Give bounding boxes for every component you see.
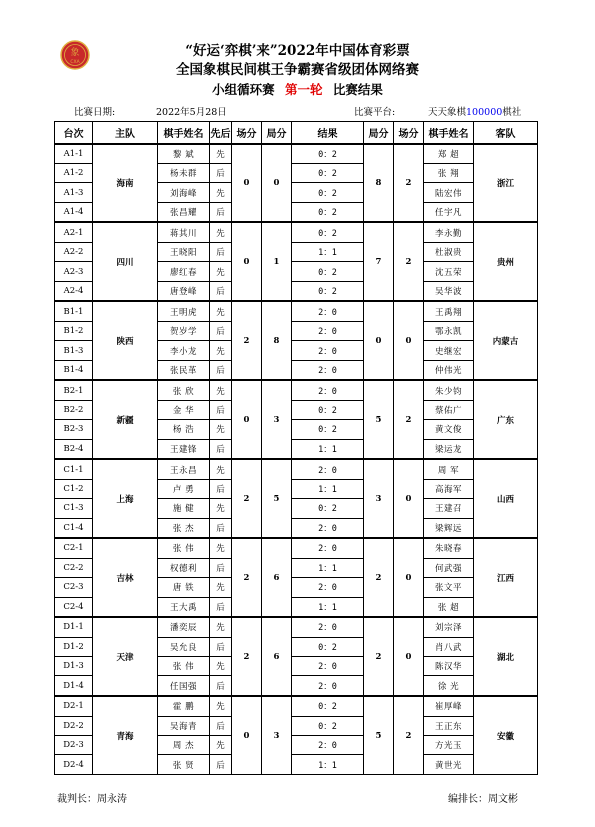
column-header: 结果 [292, 122, 364, 144]
away-player: 朱晓春 [424, 538, 474, 558]
board-id: C2-2 [55, 558, 93, 577]
home-player: 任国强 [158, 676, 210, 696]
away-player: 刘宗泽 [424, 617, 474, 637]
move-order: 先 [210, 380, 232, 400]
home-game-points: 8 [262, 301, 292, 380]
move-order: 后 [210, 321, 232, 340]
home-team: 新疆 [93, 380, 158, 459]
platform-suffix: 棋社 [502, 107, 522, 118]
move-order: 先 [210, 262, 232, 281]
move-order: 先 [210, 183, 232, 202]
board-result: 2：0 [292, 676, 364, 696]
home-player: 吴允良 [158, 637, 210, 656]
board-result: 0：2 [292, 262, 364, 281]
move-order: 先 [210, 538, 232, 558]
table-row [55, 538, 538, 558]
away-game-points: 2 [364, 617, 394, 696]
board-id: B1-3 [55, 341, 93, 360]
board-id: C2-4 [55, 597, 93, 617]
board-id: C1-3 [55, 499, 93, 518]
away-player: 史继宏 [424, 341, 474, 360]
board-result: 0：2 [292, 716, 364, 735]
home-game-points: 5 [262, 459, 292, 538]
board-result: 1：1 [292, 243, 364, 262]
board-id: A2-3 [55, 262, 93, 281]
home-player: 贺岁学 [158, 321, 210, 340]
away-player: 任宇凡 [424, 202, 474, 222]
board-result: 0：2 [292, 222, 364, 242]
away-match-points: 0 [394, 617, 424, 696]
home-player: 卢 勇 [158, 479, 210, 498]
home-match-points: 0 [232, 222, 262, 301]
home-team: 上海 [93, 459, 158, 538]
away-team: 江西 [474, 538, 538, 617]
column-header: 棋手姓名 [424, 122, 474, 144]
home-player: 王永昌 [158, 459, 210, 479]
move-order: 后 [210, 637, 232, 656]
board-result: 2：0 [292, 736, 364, 755]
home-team: 青海 [93, 696, 158, 774]
platform-number: 100000 [466, 107, 503, 118]
title-stage: 小组循环赛 [212, 82, 275, 97]
home-player: 杨未群 [158, 164, 210, 183]
board-result: 2：0 [292, 459, 364, 479]
home-team: 海南 [93, 144, 158, 223]
away-player: 肖八武 [424, 637, 474, 656]
board-result: 2：0 [292, 380, 364, 400]
board-id: D1-3 [55, 657, 93, 676]
home-player: 张 伟 [158, 538, 210, 558]
home-match-points: 2 [232, 617, 262, 696]
away-player: 王建召 [424, 499, 474, 518]
home-game-points: 1 [262, 222, 292, 301]
move-order: 后 [210, 716, 232, 735]
platform-value [428, 104, 521, 118]
away-match-points: 2 [394, 144, 424, 223]
board-id: D2-4 [55, 755, 93, 775]
board-result: 2：0 [292, 578, 364, 597]
table-row [55, 617, 538, 637]
board-id: B2-1 [55, 380, 93, 400]
away-player: 郑 超 [424, 144, 474, 164]
away-player: 梁运龙 [424, 439, 474, 459]
home-player: 吴海青 [158, 716, 210, 735]
home-game-points: 3 [262, 380, 292, 459]
board-id: B2-3 [55, 420, 93, 439]
home-match-points: 0 [232, 144, 262, 223]
away-match-points: 2 [394, 380, 424, 459]
column-header: 局分 [364, 122, 394, 144]
away-player: 朱少钧 [424, 380, 474, 400]
move-order: 先 [210, 578, 232, 597]
away-game-points: 8 [364, 144, 394, 223]
table-row [55, 301, 538, 321]
home-match-points: 2 [232, 459, 262, 538]
away-match-points: 0 [394, 538, 424, 617]
move-order: 后 [210, 479, 232, 498]
board-id: C2-3 [55, 578, 93, 597]
board-result: 1：1 [292, 479, 364, 498]
home-player: 王建锋 [158, 439, 210, 459]
board-id: A2-2 [55, 243, 93, 262]
home-player: 张 杰 [158, 518, 210, 538]
away-player: 黄文俊 [424, 420, 474, 439]
board-id: C1-2 [55, 479, 93, 498]
board-result: 0：2 [292, 637, 364, 656]
board-id: D1-2 [55, 637, 93, 656]
home-match-points: 0 [232, 380, 262, 459]
board-id: A1-1 [55, 144, 93, 164]
table-row [55, 380, 538, 400]
home-player: 权德利 [158, 558, 210, 577]
home-player: 黎 斌 [158, 144, 210, 164]
platform-name: 天天象棋 [428, 107, 467, 118]
home-game-points: 0 [262, 144, 292, 223]
away-player: 高海军 [424, 479, 474, 498]
home-player: 潘奕辰 [158, 617, 210, 637]
move-order: 后 [210, 164, 232, 183]
board-result: 2：0 [292, 657, 364, 676]
move-order: 后 [210, 360, 232, 380]
home-player: 霍 鹏 [158, 696, 210, 716]
move-order: 后 [210, 281, 232, 301]
board-result: 0：2 [292, 164, 364, 183]
board-result: 1：1 [292, 439, 364, 459]
board-id: D2-2 [55, 716, 93, 735]
home-game-points: 3 [262, 696, 292, 774]
board-id: A1-4 [55, 202, 93, 222]
move-order: 先 [210, 341, 232, 360]
results-table [54, 121, 538, 775]
board-result: 2：0 [292, 321, 364, 340]
away-team: 内蒙古 [474, 301, 538, 380]
title-round: 第一轮 [284, 82, 323, 97]
scheduler-signature: 编排长：周文彬 [448, 794, 518, 805]
home-player: 杨 浩 [158, 420, 210, 439]
home-player: 张 伟 [158, 657, 210, 676]
board-id: D1-1 [55, 617, 93, 637]
column-header: 客队 [474, 122, 538, 144]
board-id: B1-1 [55, 301, 93, 321]
move-order: 后 [210, 676, 232, 696]
away-team: 湖北 [474, 617, 538, 696]
away-team: 安徽 [474, 696, 538, 774]
home-player: 周 杰 [158, 736, 210, 755]
away-player: 崔厚峰 [424, 696, 474, 716]
away-player: 王正东 [424, 716, 474, 735]
away-game-points: 5 [364, 380, 394, 459]
date-label: 比赛日期: [74, 107, 116, 118]
away-player: 何武强 [424, 558, 474, 577]
move-order: 先 [210, 301, 232, 321]
logo-glyph: 象 [70, 48, 80, 58]
away-game-points: 5 [364, 696, 394, 774]
away-player: 周 军 [424, 459, 474, 479]
home-match-points: 0 [232, 696, 262, 774]
board-result: 1：1 [292, 597, 364, 617]
board-result: 2：0 [292, 617, 364, 637]
board-result: 1：1 [292, 755, 364, 775]
away-player: 梁辉远 [424, 518, 474, 538]
board-id: D2-3 [55, 736, 93, 755]
away-player: 王禹翔 [424, 301, 474, 321]
table-row [55, 144, 538, 164]
home-team: 陕西 [93, 301, 158, 380]
board-result: 2：0 [292, 341, 364, 360]
home-player: 唐登峰 [158, 281, 210, 301]
away-player: 鄂永凯 [424, 321, 474, 340]
away-team: 山西 [474, 459, 538, 538]
board-id: A2-1 [55, 222, 93, 242]
board-result: 1：1 [292, 558, 364, 577]
away-game-points: 3 [364, 459, 394, 538]
home-game-points: 6 [262, 617, 292, 696]
date-value: 2022年5月28日 [156, 107, 227, 118]
board-result: 2：0 [292, 538, 364, 558]
away-game-points: 0 [364, 301, 394, 380]
home-player: 王明虎 [158, 301, 210, 321]
move-order: 后 [210, 558, 232, 577]
move-order: 后 [210, 518, 232, 538]
move-order: 先 [210, 657, 232, 676]
home-team: 天津 [93, 617, 158, 696]
move-order: 先 [210, 696, 232, 716]
board-id: B2-2 [55, 400, 93, 419]
board-result: 0：2 [292, 420, 364, 439]
away-player: 蔡佑广 [424, 400, 474, 419]
column-header: 台次 [55, 122, 93, 144]
title-line-3 [0, 80, 595, 98]
board-id: C1-4 [55, 518, 93, 538]
board-id: C1-1 [55, 459, 93, 479]
table-header-row [55, 122, 538, 144]
board-result: 2：0 [292, 518, 364, 538]
home-player: 唐 铁 [158, 578, 210, 597]
home-player: 张民革 [158, 360, 210, 380]
board-id: D1-4 [55, 676, 93, 696]
away-match-points: 2 [394, 696, 424, 774]
home-player: 王晓阳 [158, 243, 210, 262]
home-player: 李小龙 [158, 341, 210, 360]
home-player: 金 华 [158, 400, 210, 419]
board-result: 2：0 [292, 301, 364, 321]
away-match-points: 0 [394, 301, 424, 380]
home-match-points: 2 [232, 301, 262, 380]
home-team: 吉林 [93, 538, 158, 617]
title-suffix: 比赛结果 [332, 82, 383, 97]
move-order: 后 [210, 597, 232, 617]
logo-abbrev: CXA [70, 60, 80, 65]
away-player: 仲伟光 [424, 360, 474, 380]
away-match-points: 2 [394, 222, 424, 301]
move-order: 后 [210, 202, 232, 222]
away-game-points: 7 [364, 222, 394, 301]
move-order: 先 [210, 617, 232, 637]
move-order: 先 [210, 222, 232, 242]
home-player: 蒋其川 [158, 222, 210, 242]
move-order: 先 [210, 736, 232, 755]
away-player: 陈汉华 [424, 657, 474, 676]
column-header: 场分 [232, 122, 262, 144]
board-result: 0：2 [292, 400, 364, 419]
away-player: 陆宏伟 [424, 183, 474, 202]
home-player: 张昌耀 [158, 202, 210, 222]
move-order: 先 [210, 499, 232, 518]
board-id: D2-1 [55, 696, 93, 716]
home-player: 张 欣 [158, 380, 210, 400]
home-player: 刘海峰 [158, 183, 210, 202]
away-team: 广东 [474, 380, 538, 459]
board-result: 0：2 [292, 183, 364, 202]
home-player: 廖红春 [158, 262, 210, 281]
away-team: 贵州 [474, 222, 538, 301]
table-row [55, 459, 538, 479]
board-id: A2-4 [55, 281, 93, 301]
home-player: 王大禹 [158, 597, 210, 617]
column-header: 主队 [93, 122, 158, 144]
table-body [55, 144, 538, 775]
away-player: 吴华波 [424, 281, 474, 301]
away-player: 张文平 [424, 578, 474, 597]
move-order: 后 [210, 439, 232, 459]
away-player: 张 翔 [424, 164, 474, 183]
away-player: 徐 光 [424, 676, 474, 696]
away-player: 沈五荣 [424, 262, 474, 281]
away-player: 方光玉 [424, 736, 474, 755]
column-header: 先后 [210, 122, 232, 144]
home-player: 张 贤 [158, 755, 210, 775]
away-match-points: 0 [394, 459, 424, 538]
move-order: 后 [210, 400, 232, 419]
away-player: 杜淑贵 [424, 243, 474, 262]
away-team: 浙江 [474, 144, 538, 223]
board-result: 0：2 [292, 696, 364, 716]
board-id: B1-4 [55, 360, 93, 380]
move-order: 先 [210, 420, 232, 439]
board-id: A1-2 [55, 164, 93, 183]
title-line-1: “好运‘弈棋’来”2022年中国体育彩票 [185, 43, 410, 59]
title-line-2: 全国象棋民间棋王争霸赛省级团体网络赛 [176, 62, 419, 78]
home-player: 施 健 [158, 499, 210, 518]
board-id: C2-1 [55, 538, 93, 558]
column-header: 局分 [262, 122, 292, 144]
table-row [55, 696, 538, 716]
platform-label: 比赛平台: [354, 107, 396, 118]
referee-signature: 裁判长：周永涛 [57, 794, 127, 805]
column-header: 场分 [394, 122, 424, 144]
home-match-points: 2 [232, 538, 262, 617]
board-result: 0：2 [292, 202, 364, 222]
board-result: 2：0 [292, 360, 364, 380]
board-result: 0：2 [292, 499, 364, 518]
board-id: A1-3 [55, 183, 93, 202]
board-result: 0：2 [292, 281, 364, 301]
table-row [55, 222, 538, 242]
move-order: 先 [210, 144, 232, 164]
home-team: 四川 [93, 222, 158, 301]
away-game-points: 2 [364, 538, 394, 617]
move-order: 后 [210, 243, 232, 262]
move-order: 先 [210, 459, 232, 479]
away-player: 李永勤 [424, 222, 474, 242]
home-game-points: 6 [262, 538, 292, 617]
move-order: 后 [210, 755, 232, 775]
away-player: 张 超 [424, 597, 474, 617]
column-header: 棋手姓名 [158, 122, 210, 144]
away-player: 黄世光 [424, 755, 474, 775]
board-id: B2-4 [55, 439, 93, 459]
board-result: 0：2 [292, 144, 364, 164]
board-id: B1-2 [55, 321, 93, 340]
